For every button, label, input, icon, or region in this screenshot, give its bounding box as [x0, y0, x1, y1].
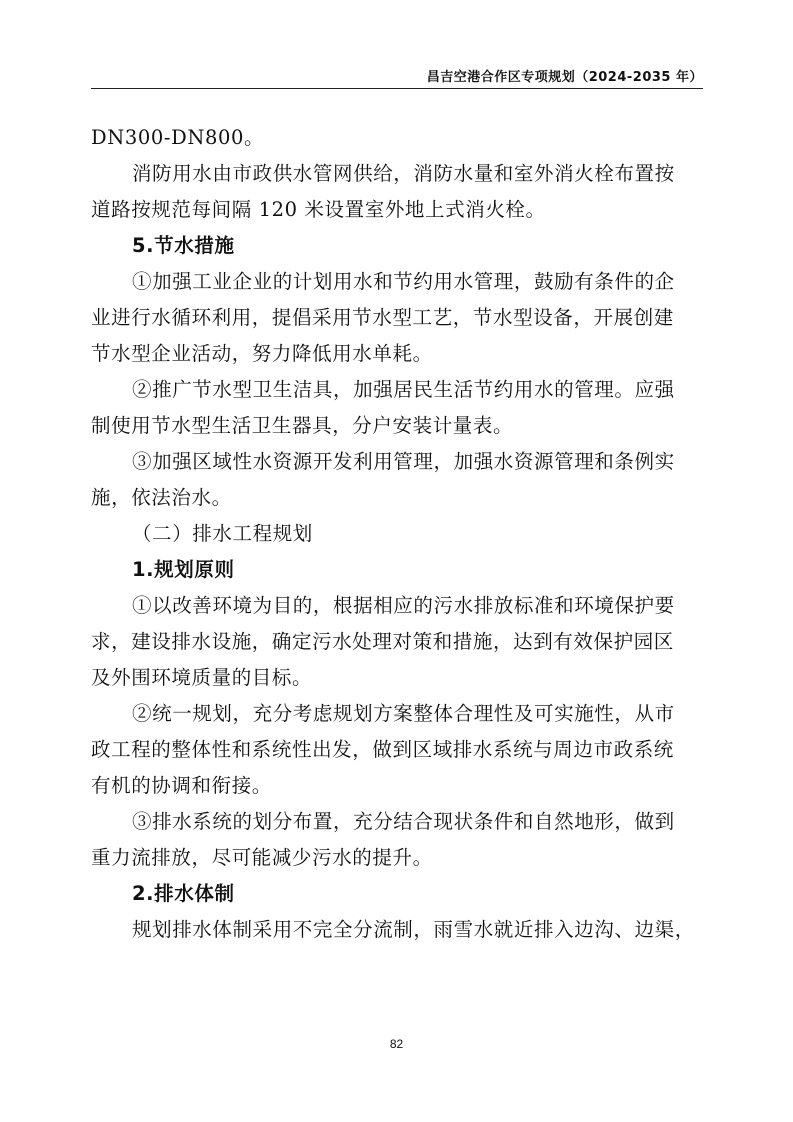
text-line: 及外围环境质量的目标。	[91, 666, 313, 689]
text-line: DN300-DN800。	[91, 126, 265, 149]
text-line: ②统一规划，充分考虑规划方案整体合理性及可实施性，从市	[132, 702, 675, 725]
text-line: 求，建设排水设施，确定污水处理对策和措施，达到有效保护园区	[91, 630, 674, 653]
text-line: 道路按规范每间隔 120 米设置室外地上式消火栓。	[91, 198, 546, 221]
text-line: 施，依法治水。	[91, 486, 232, 509]
text-line: 重力流排放，尽可能减少污水的提升。	[91, 846, 433, 869]
text-line: （二）排水工程规划	[132, 522, 313, 545]
header-rule	[91, 88, 703, 89]
section-heading: 1.规划原则	[132, 558, 235, 581]
text-line: ②推广节水型卫生洁具，加强居民生活节约用水的管理。应强	[132, 378, 675, 401]
text-line: 消防用水由市政供水管网供给，消防水量和室外消火栓布置按	[132, 162, 675, 185]
text-line: 节水型企业活动，努力降低用水单耗。	[91, 342, 433, 365]
text-line: 政工程的整体性和系统性出发，做到区域排水系统与周边市政系统	[91, 738, 674, 761]
text-line: 有机的协调和衔接。	[91, 774, 272, 797]
text-line: 制使用节水型生活卫生器具，分户安装计量表。	[91, 414, 514, 437]
document-body	[91, 120, 703, 948]
text-line: 业进行水循环利用，提倡采用节水型工艺，节水型设备，开展创建	[91, 306, 674, 329]
section-heading: 5.节水措施	[132, 234, 235, 257]
text-line: 规划排水体制采用不完全分流制，雨雪水就近排入边沟、边渠，	[132, 918, 695, 941]
section-heading: 2.排水体制	[132, 882, 235, 905]
text-line: ③排水系统的划分布置，充分结合现状条件和自然地形，做到	[132, 810, 675, 833]
page-number: 82	[389, 1037, 404, 1051]
text-line: ①加强工业企业的计划用水和节约用水管理，鼓励有条件的企	[132, 270, 675, 293]
text-line: ①以改善环境为目的，根据相应的污水排放标准和环境保护要	[132, 594, 675, 617]
text-line: ③加强区域性水资源开发利用管理，加强水资源管理和条例实	[132, 450, 675, 473]
running-header: 昌吉空港合作区专项规划（2024-2035 年）	[426, 70, 703, 85]
